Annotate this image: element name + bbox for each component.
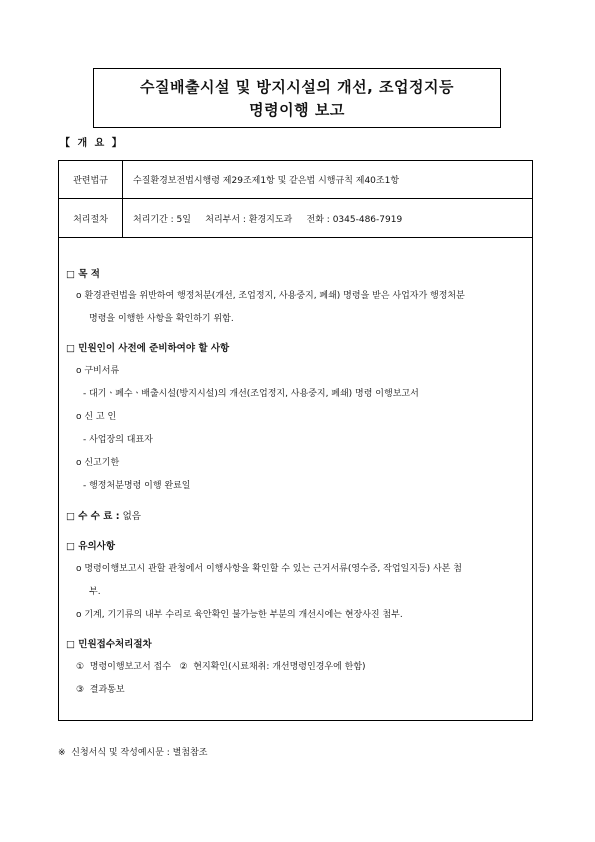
prep-docs: o 구비서류 [76, 366, 120, 376]
notes-heading: □ 유의사항 [66, 541, 115, 552]
fee-value: 없음 [119, 511, 141, 522]
info-row-procedure [59, 199, 532, 237]
main-content-box [58, 238, 533, 721]
prep-reporter: o 신 고 인 [76, 412, 117, 422]
process-line-2: ③ 결과통보 [76, 685, 125, 695]
info-value-procedure: 처리기간 : 5일 처리부서 : 환경지도과 전화 : 0345-486-7919 [133, 214, 403, 225]
purpose-heading: □ 목 적 [66, 269, 100, 280]
info-label-procedure: 처리절차 [59, 199, 123, 237]
overview-label: 【 개 요 】 [60, 138, 124, 149]
document-title-box [93, 68, 501, 128]
document-title-line2: 명령이행 보고 [249, 101, 345, 119]
info-value-law: 수질환경보전법시행령 제29조제1항 및 같은법 시행규칙 제40조1항 [133, 176, 400, 186]
purpose-line-2: 명령을 이행한 사항을 확인하기 위함. [89, 314, 234, 324]
prep-reporter-item: - 사업장의 대표자 [83, 435, 153, 445]
process-line-1: ① 명령이행보고서 접수 ② 현지확인(시료채취: 개선명령인경우에 한함) [76, 662, 366, 672]
notes-line-1b: 부. [89, 587, 101, 597]
footnote: ※ 신청서식 및 작성예시문 : 별첨참조 [58, 748, 208, 758]
purpose-line-1: o 환경관련법을 위반하여 행정처분(개선, 조업정지, 사용중지, 폐쇄) 명령을 받은 사업자가 행정처분 [76, 291, 465, 301]
prep-deadline-item: - 행정처분명령 이행 완료일 [83, 481, 191, 491]
info-row-law [59, 161, 532, 199]
fee-heading-label: □ 수 수 료 : [66, 511, 120, 522]
process-heading: □ 민원접수처리절차 [66, 639, 152, 650]
prep-deadline: o 신고기한 [76, 458, 120, 468]
info-table [58, 160, 533, 238]
document-title-line1: 수질배출시설 및 방지시설의 개선, 조업정지등 [140, 78, 454, 96]
prep-docs-item: - 대기ㆍ폐수ㆍ배출시설(방지시설)의 개선(조업정지, 사용중지, 폐쇄) 명령 이행보고서 [83, 389, 419, 399]
info-label-law: 관련법규 [59, 161, 123, 198]
notes-line-2: o 기계, 기기류의 내부 수리로 육안확인 불가능한 부분의 개선시에는 현장사진 첨부. [76, 610, 403, 620]
notes-line-1: o 명령이행보고시 관할 관청에서 이행사항을 확인할 수 있는 근거서류(영수증, 작업일지등) 사본 첨 [76, 564, 462, 574]
fee-heading [66, 508, 141, 522]
prep-heading: □ 민원인이 사전에 준비하여야 할 사항 [66, 343, 230, 354]
